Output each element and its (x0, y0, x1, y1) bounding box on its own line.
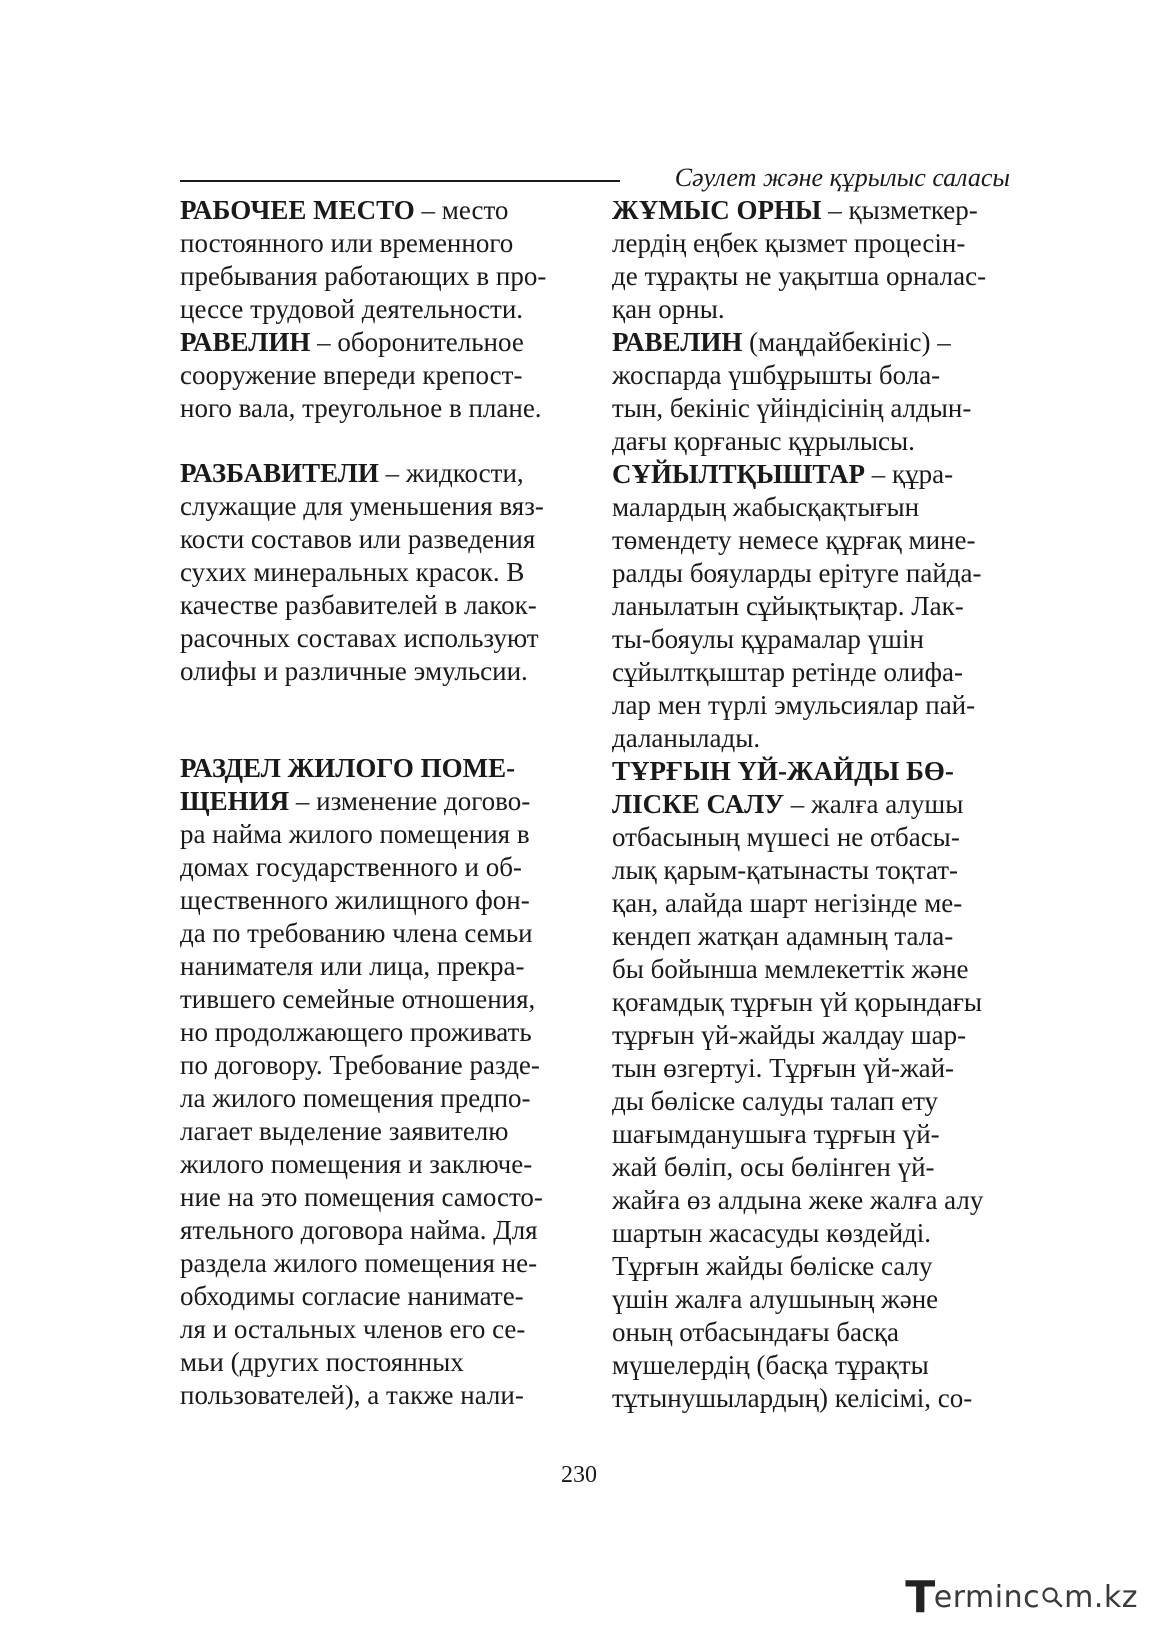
entry-line: даланылады. (612, 723, 761, 753)
entry-line: олифы и различные эмульсии. (180, 656, 528, 686)
running-head: Сәулет және құрылыс саласы (674, 163, 1010, 192)
entry-text: – қызметкер- (828, 195, 978, 225)
entry-razbaviteli (180, 457, 580, 688)
entry-ravelin-kz (612, 326, 1014, 458)
entry-line: ланылатын сұйықтықтар. Лак- (612, 591, 964, 621)
entry-line: отбасының мүшесі не отбасы- (612, 822, 960, 852)
entry-line: раздела жилого помещения не- (180, 1248, 538, 1278)
entry-line: бы бойынша мемлекеттік және (612, 954, 969, 984)
entry-text: – жалға алушы (790, 789, 964, 819)
entry-line (180, 785, 580, 818)
entry-line (612, 326, 1014, 359)
entry-text: – изменение догово- (295, 786, 531, 816)
entry-line: лердің еңбек қызмет процесін- (612, 228, 966, 258)
entry-line: постоянного или временного (180, 228, 514, 258)
entry-line: ятельного договора найма. Для (180, 1215, 538, 1245)
entry-line: да по требованию члена семьи (180, 918, 533, 948)
entry-line (180, 326, 580, 359)
entry-term: РАВЕЛИН (612, 327, 743, 357)
entry-line: обходимы согласие нанимате- (180, 1281, 524, 1311)
entry-razdel-zhilogo-pomeshcheniya (180, 752, 580, 1412)
entry-rabochee-mesto (180, 194, 580, 326)
entry-line: нанимателя или лица, прекра- (180, 951, 525, 981)
entry-line: щественного жилищного фон- (180, 885, 530, 915)
entry-line: тұтынушылардың) келісімі, со- (612, 1383, 973, 1413)
entry-line: қан орны. (612, 294, 725, 324)
entry-line (612, 194, 1014, 227)
entry-line: цессе трудовой деятельности. (180, 294, 524, 324)
entry-line: расочных составах используют (180, 623, 539, 653)
entry-line: ды бөліске салуды талап ету (612, 1086, 939, 1116)
entry-spacer (180, 688, 580, 752)
entry-line: жилого помещения и заключе- (180, 1149, 533, 1179)
entry-line: лагает выделение заявителю (180, 1116, 509, 1146)
entry-line: жайға өз алдына жеке жалға алу (612, 1185, 984, 1215)
entry-term: ЛІСКЕ САЛУ (612, 789, 785, 819)
entry-line: тын өзгертуі. Тұрғын үй-жай- (612, 1053, 955, 1083)
entry-zhumys-orny (612, 194, 1014, 326)
entry-text: – оборонительное (317, 327, 524, 357)
entry-term: РАВЕЛИН (180, 327, 311, 357)
magnifier-icon (1041, 1586, 1063, 1608)
entry-term: РАЗБАВИТЕЛИ (180, 458, 379, 488)
entry-term: РАЗДЕЛ ЖИЛОГО ПОМЕ- (180, 753, 516, 783)
header-rule (180, 180, 620, 182)
entry-line: шағымданушыға тұрғын үй- (612, 1119, 940, 1149)
entry-line: қан, алайда шарт негізінде ме- (612, 888, 963, 918)
entry-line: ла жилого помещения предпо- (180, 1083, 531, 1113)
entry-line: кендеп жатқан адамның тала- (612, 921, 954, 951)
entry-term: РАБОЧЕЕ МЕСТО (180, 195, 415, 225)
entry-line: ралды бояуларды ерітуге пайда- (612, 558, 982, 588)
entry-line: сухих минеральных красок. В (180, 557, 525, 587)
entry-line: ного вала, треугольное в плане. (180, 393, 542, 423)
watermark-text-start: erminc (933, 1579, 1041, 1615)
entry-turgyn-ui-zhaidy-boliske-salu (612, 755, 1014, 1415)
entry-line: ние на это помещения самосто- (180, 1182, 543, 1212)
entry-line: жоспарда үшбұрышты бола- (612, 360, 941, 390)
entry-line: малардың жабысқақтығын (612, 492, 920, 522)
entry-line: үшін жалға алушының және (612, 1284, 939, 1314)
entry-term: СҰЙЫЛТҚЫШТАР (612, 459, 866, 489)
entry-line: тұрғын үй-жайды жалдау шар- (612, 1020, 967, 1050)
entry-term: ТҰРҒЫН ҮЙ-ЖАЙДЫ БӨ- (612, 756, 954, 786)
entry-text: (маңдайбекініс) – (749, 327, 951, 357)
entry-suyyltqyshtar (612, 458, 1014, 755)
watermark-text-end: m.kz (1064, 1579, 1138, 1615)
entry-term: ЩЕНИЯ (180, 786, 290, 816)
entry-line: Тұрғын жайды бөліске салу (612, 1251, 933, 1281)
entry-line: дағы қорғаныс құрылысы. (612, 426, 915, 456)
right-column (612, 194, 1014, 1415)
entry-line: оның отбасындағы басқа (612, 1317, 900, 1347)
entry-line: пользователей), а также нали- (180, 1380, 524, 1410)
entry-line: ра найма жилого помещения в (180, 819, 530, 849)
entry-line: тившего семейные отношения, (180, 984, 536, 1014)
entry-line (180, 194, 580, 227)
watermark-initial: T (905, 1571, 936, 1623)
entry-line: мьи (других постоянных (180, 1347, 464, 1377)
entry-spacer (180, 425, 580, 457)
entry-line (612, 788, 1014, 821)
entry-text: – место (421, 195, 509, 225)
entry-line: де тұрақты не уақытша орналас- (612, 261, 987, 291)
entry-text: – құра- (871, 459, 954, 489)
entry-line: кости составов или разведения (180, 524, 536, 554)
entry-line: төмендету немесе құрғақ мине- (612, 525, 976, 555)
entry-line: пребывания работающих в про- (180, 261, 547, 291)
entry-line: служащие для уменьшения вяз- (180, 491, 544, 521)
entry-line: шартын жасасуды көздейді. (612, 1218, 932, 1248)
entry-line: качестве разбавителей в лакок- (180, 590, 537, 620)
left-column (180, 194, 580, 1412)
entry-line: но продолжающего проживать (180, 1017, 532, 1047)
entry-line: лар мен түрлі эмульсиялар пай- (612, 690, 976, 720)
entry-line (180, 457, 580, 490)
entry-line: ты-бояулы құрамалар үшін (612, 624, 924, 654)
entry-term: ЖҰМЫС ОРНЫ (612, 195, 822, 225)
entry-line: лық қарым-қатынасты тоқтат- (612, 855, 959, 885)
entry-text: – жидкости, (385, 458, 524, 488)
entry-line: домах государственного и об- (180, 852, 522, 882)
page-number: 230 (561, 1462, 597, 1488)
entry-line: сұйылтқыштар ретінде олифа- (612, 657, 963, 687)
entry-line (612, 458, 1014, 491)
entry-line: жай бөліп, осы бөлінген үй- (612, 1152, 935, 1182)
watermark-logo[interactable] (905, 1571, 1138, 1623)
entry-line: тын, бекініс үйіндісінің алдын- (612, 393, 972, 423)
entry-line: сооружение впереди крепост- (180, 360, 523, 390)
entry-line: қоғамдық тұрғын үй қорындағы (612, 987, 983, 1017)
entry-line: по договору. Требование разде- (180, 1050, 540, 1080)
entry-ravelin-ru (180, 326, 580, 425)
entry-line: мүшелердің (басқа тұрақты (612, 1350, 929, 1380)
entry-line: ля и остальных членов его се- (180, 1314, 526, 1344)
